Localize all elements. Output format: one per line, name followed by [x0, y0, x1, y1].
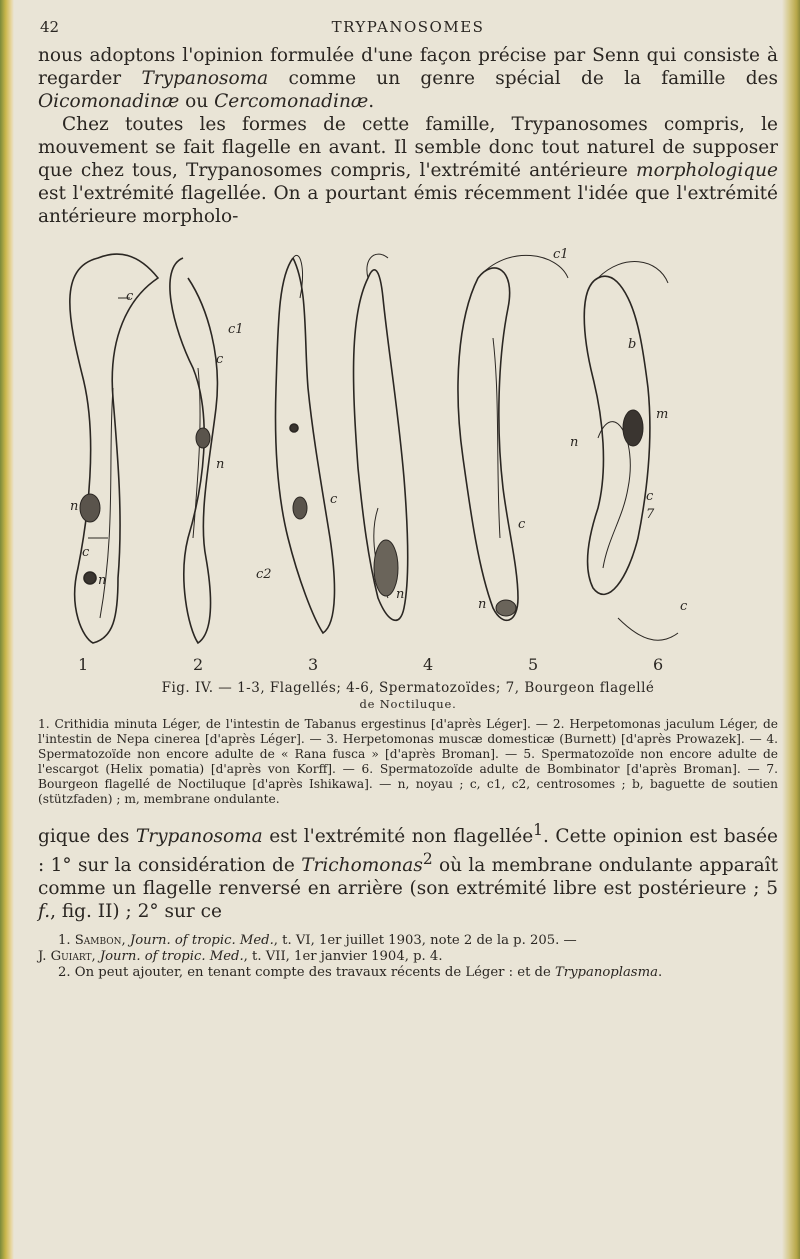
- label-c-fig4: c: [330, 492, 338, 507]
- label-c-fig6-lower: c: [680, 599, 688, 614]
- label-n-fig5: n: [478, 597, 487, 612]
- book-page: [38, 18, 778, 981]
- running-title: TRYPANOSOMES: [331, 18, 485, 36]
- label-m-fig6: m: [656, 407, 669, 422]
- footnotes: [38, 933, 778, 981]
- figure-caption-body: [38, 717, 778, 807]
- page-number: 42: [40, 18, 60, 36]
- figure-1-crithidia: [70, 254, 158, 643]
- label-c2-fig3: c2: [256, 567, 272, 582]
- label-c-fig1: c: [126, 289, 134, 304]
- label-n-fig4: n: [396, 587, 405, 602]
- footnote-2: 2. On peut ajouter, en tenant compte des travaux récents de Léger : et de Trypanoplasma.: [58, 965, 663, 981]
- figure-iv: [38, 238, 738, 678]
- fig-number-4: 4: [423, 655, 434, 674]
- figure-5-spermatozoid-helix: [458, 255, 568, 620]
- footnote-1: 1. Sambon, Journ. of tropic. Med., t. VI, 1er juillet 1903, note 2 de la p. 205. —: [58, 933, 577, 949]
- figure-4-spermatozoid-rana: [354, 254, 408, 620]
- footnote-1-cont: J. Guiart, Journ. of tropic. Med., t. VII, 1er janvier 1904, p. 4.: [38, 949, 443, 965]
- fig-number-2: 2: [193, 655, 204, 674]
- figure-caption-title: Fig. IV. — 1-3, Flagellés; 4-6, Spermatozoïdes; 7, Bourgeon flagellé: [161, 680, 655, 696]
- caption-item: 1. Crithidia minuta Léger, de l'intestin de Tabanus ergestinus [d'après Léger]. —: [38, 717, 548, 731]
- paragraph-1: nous adoptons l'opinion formulée d'une façon précise par Senn qui consiste à regarder Trypanosoma comme un genre spécial de la famille des Oicomonadinæ ou Cercomonadinæ.: [38, 45, 778, 112]
- figure-2-herpetomonas-jaculum: [170, 258, 217, 643]
- paragraph-3: gique des Trypanosoma est l'extrémité non flagellée$^1$. Cette opinion est basée : 1° sur la considération de Trichomonas$^2$ où la membrane ondulante apparaît comme un flagelle renversé en arrière (son extrémité libre est postérieure ; 5 f., fig. II) ; 2° sur ce: [38, 821, 779, 923]
- paragraph-2: Chez toutes les formes de cette famille, Trypanosomes compris, le mouvement se fait flagelle en avant. Il semble donc tout naturel de supposer que chez tous, Trypanosomes compris, l'extrémité antérieure morphologique est l'extrémité flagellée. On a pourtant émis récemment l'idée que l'extrémité antérieure morpholo-: [38, 114, 778, 227]
- fig-number-1: 1: [78, 655, 89, 674]
- label-c-fig5: c: [518, 517, 526, 532]
- label-c-fig6: c: [646, 489, 654, 504]
- caption-item: 4. Spermatozoïde non encore adulte de « Rana fusca » [d'après Broman]. —: [38, 732, 779, 761]
- page-edge-stain: [782, 0, 800, 1259]
- figure-3-herpetomonas-muscae: [276, 255, 335, 633]
- label-7-fig6: 7: [646, 507, 655, 522]
- book-spine-edge: [0, 0, 14, 1259]
- label-c-fig1-lower: c: [82, 545, 90, 560]
- label-c-fig2: c: [216, 352, 224, 367]
- caption-item: 2. Herpetomonas jaculum Léger, de l'intestin de Nepa cinerea [d'après Léger]. —: [38, 717, 778, 746]
- caption-item: 7. Bourgeon flagellé de Noctiluque [d'après Ishikawa]. — n, noyau ; c, c1, c2, centrosomes ; b, baguette de soutien (stützfaden) ; m, membrane ondulante.: [38, 762, 779, 806]
- label-b-fig6: b: [628, 337, 637, 352]
- figure-caption-subtitle: de Noctiluque.: [359, 697, 457, 711]
- caption-item: 5. Spermatozoïde non encore adulte de l'escargot (Helix pomatia) [d'après von Korff]. —: [38, 747, 779, 776]
- label-c1-fig2: c1: [228, 322, 244, 337]
- caption-item: 3. Herpetomonas muscæ domesticæ (Burnett) [d'après Prowazek]. —: [326, 732, 762, 746]
- label-n-fig2: n: [216, 457, 225, 472]
- label-n-fig1-lower: n: [98, 573, 107, 588]
- label-c1-fig5: c1: [553, 247, 569, 262]
- caption-item: 6. Spermatozoïde adulte de Bombinator [d'après Broman]. —: [361, 762, 760, 776]
- top-text: [38, 44, 778, 228]
- figure-drawings: [38, 238, 738, 678]
- fig-number-6: 6: [653, 655, 664, 674]
- label-n-fig1: n: [70, 499, 79, 514]
- fig-number-3: 3: [308, 655, 319, 674]
- page-header: [38, 18, 778, 44]
- figure-6-spermatozoid-bombinator: [584, 262, 678, 641]
- fig-number-5: 5: [528, 655, 539, 674]
- label-n-fig6: n: [570, 435, 579, 450]
